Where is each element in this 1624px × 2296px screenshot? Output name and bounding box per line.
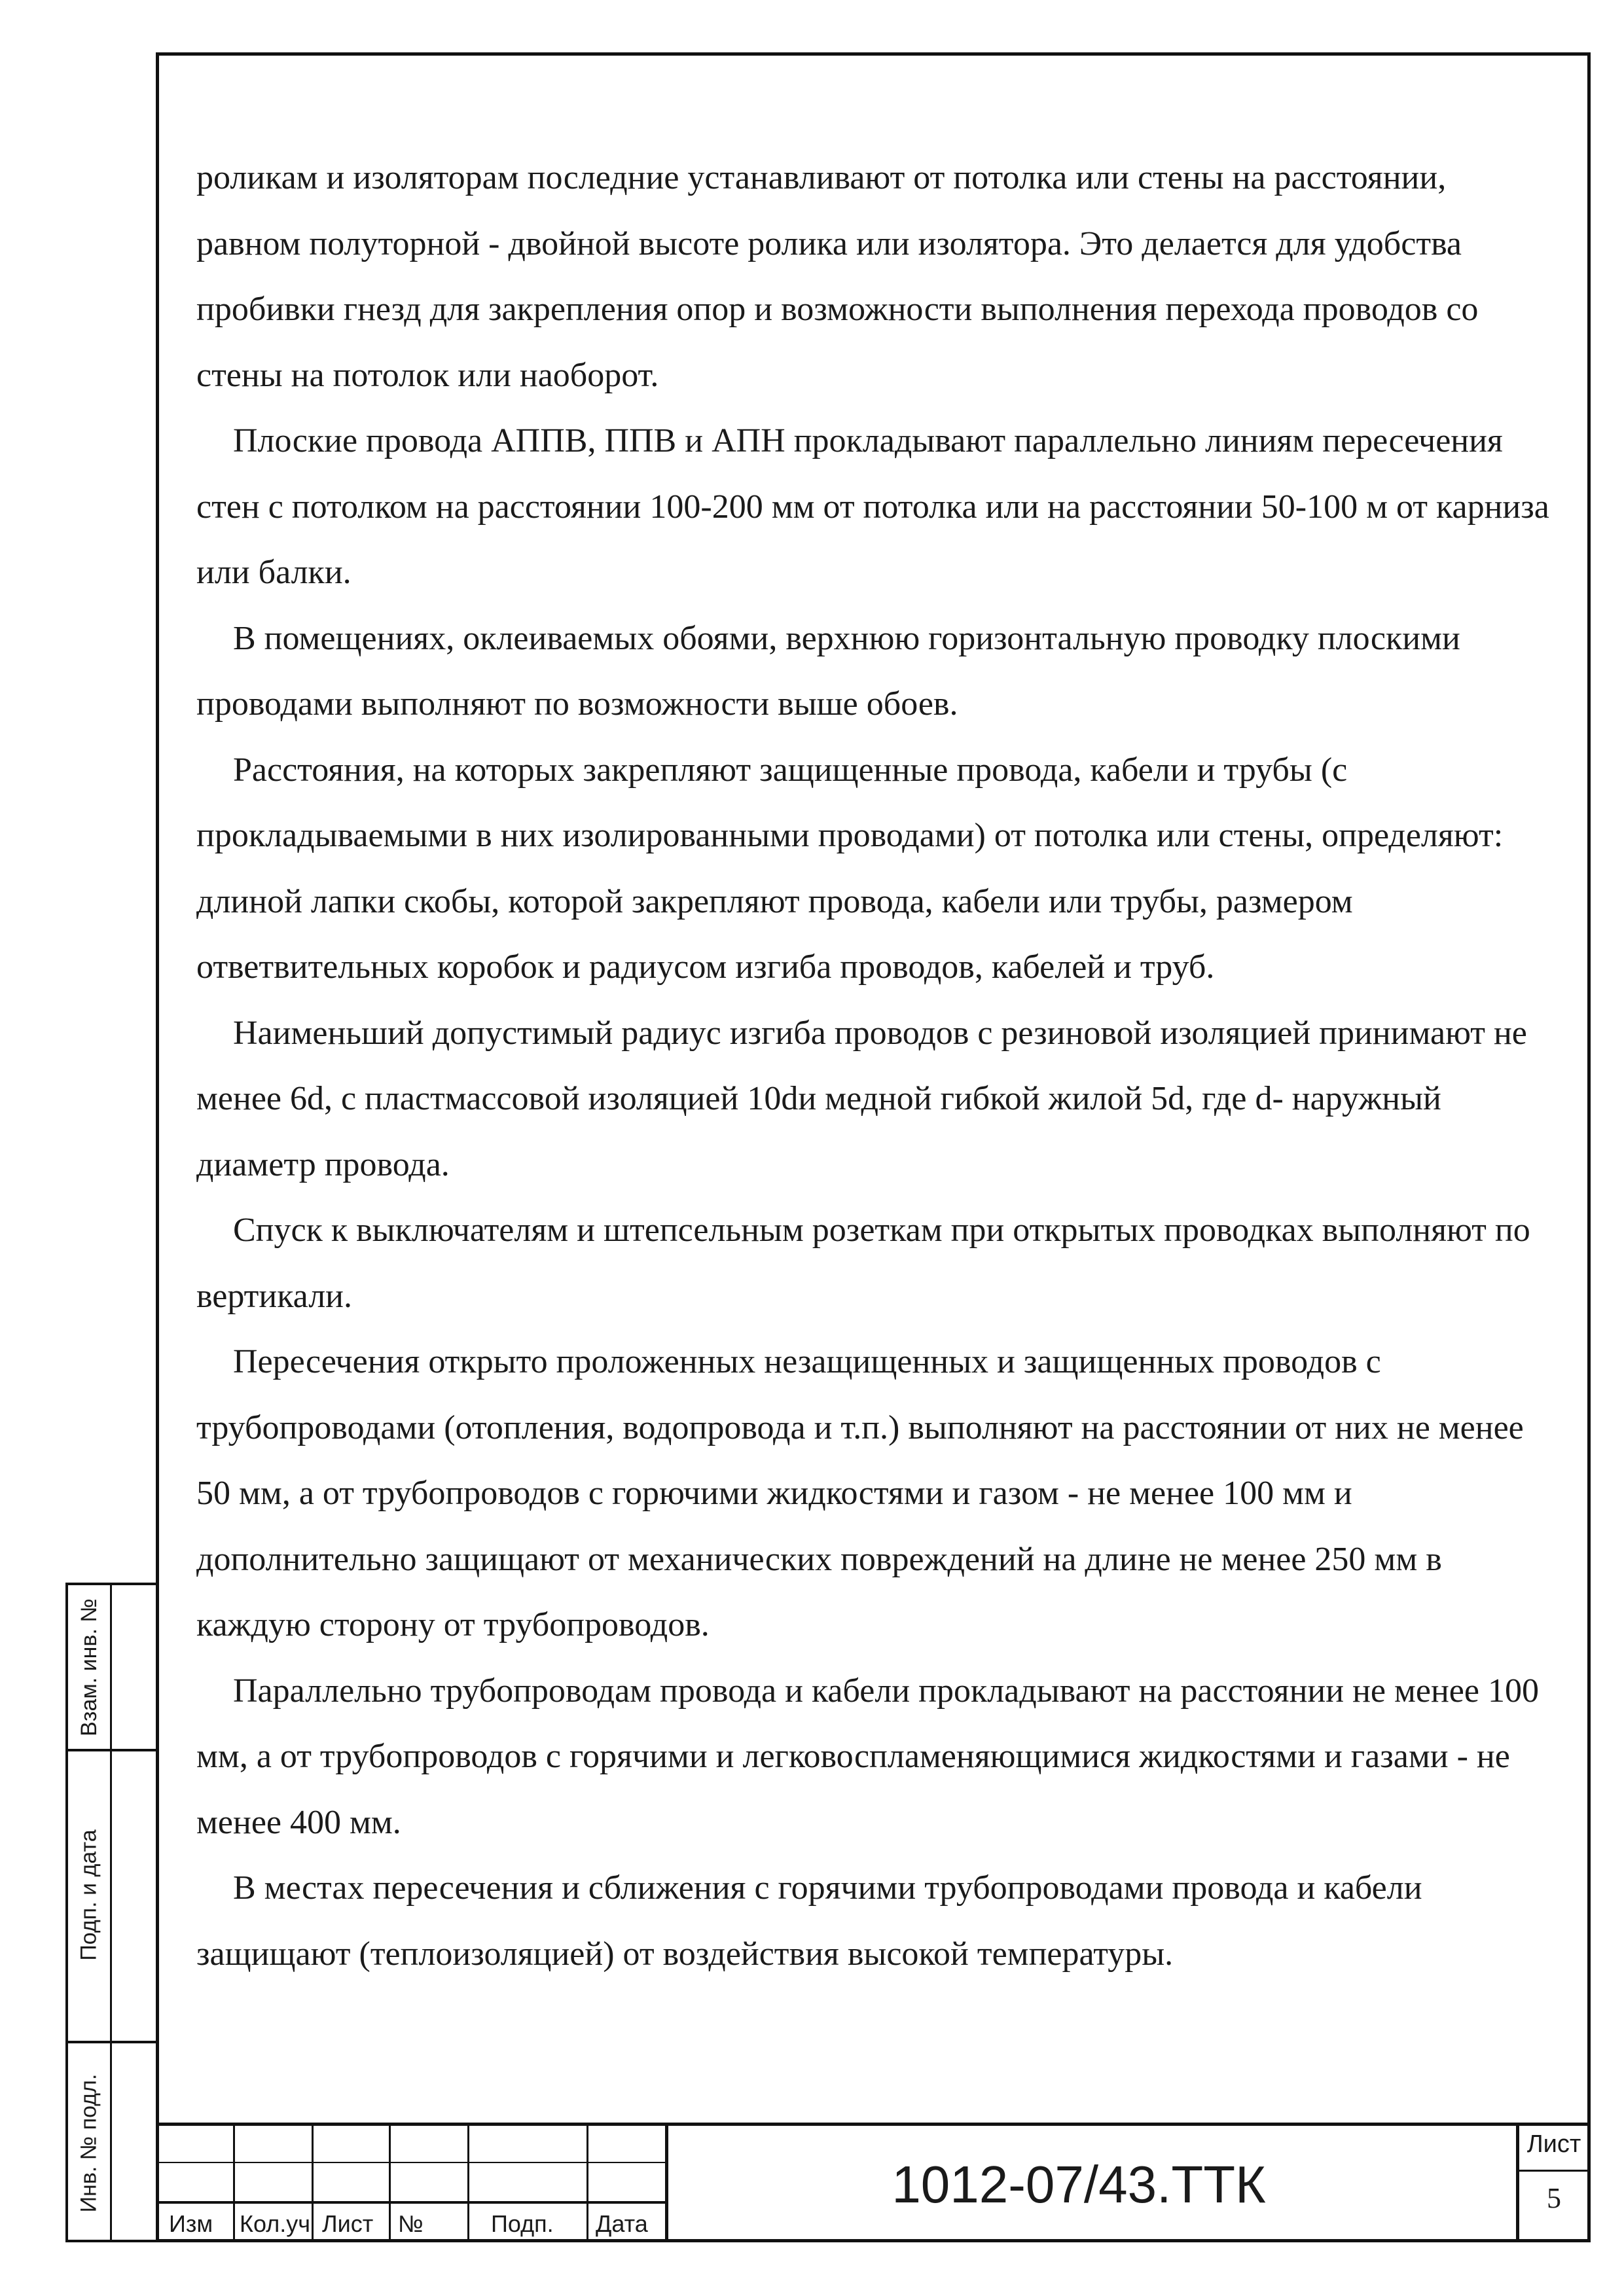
original-inv-label: Инв. № подл. bbox=[76, 2073, 101, 2212]
paragraph: Спуск к выключателям и штепсельным розеткам при открытых проводках выполняют по вертикали. bbox=[196, 1211, 1530, 1315]
signature-date-label: Подп. и дата bbox=[76, 1829, 101, 1961]
paragraph: В местах пересечения и сближения с горячими трубопроводами провода и кабели защищают (теплоизоляцией) от воздействия высокой температуры. bbox=[196, 1869, 1422, 1973]
col-doc-no-label: № bbox=[398, 2210, 424, 2237]
col-signature-label: Подп. bbox=[491, 2210, 554, 2237]
sheet-number: 5 bbox=[1547, 2182, 1561, 2214]
paragraph: Наименьший допустимый радиус изгиба проводов с резиновой изоляцией принимают не менее 6d, с пластмассовой изоляцией 10dи медной гибкой жилой 5d, где d- наружный диаметр провода. bbox=[196, 1014, 1527, 1183]
paragraph: Плоские провода АППВ, ППВ и АПН прокладывают параллельно линиям пересечения стен с потолком на расстоянии 100-200 мм от потолка или на расстоянии 50-100 м от карниза или балки. bbox=[196, 422, 1549, 591]
col-change-label: Изм bbox=[169, 2210, 213, 2237]
paragraph: В помещениях, оклеиваемых обоями, верхнюю горизонтальную проводку плоскими проводами выполняют по возможности выше обоев. bbox=[196, 619, 1460, 723]
paragraph: Параллельно трубопроводам провода и кабели прокладывают на расстоянии не менее 100 мм, а от трубопроводов с горячими и легковоспламеняющимися жидкостями и газами - не менее 400 мм. bbox=[196, 1672, 1539, 1841]
title-block bbox=[156, 2123, 1591, 2242]
sheet-label: Лист bbox=[1526, 2130, 1581, 2158]
replacement-inv-label: Взам. инв. № bbox=[76, 1598, 101, 1736]
col-count-label: Кол.уч bbox=[240, 2210, 310, 2237]
paragraph: Пересечения открыто проложенных незащищенных и защищенных проводов с трубопроводами (отопления, водопровода и т.п.) выполняют на расстоянии от них не менее 50 мм, а от трубопроводов с горючими жидкостями и газом - не менее 100 мм и дополнительно защищают от механических повреждений на длине не менее 250 мм в каждую сторону от трубопроводов. bbox=[196, 1343, 1524, 1643]
document-body bbox=[196, 145, 1558, 1987]
col-date-label: Дата bbox=[596, 2210, 648, 2237]
document-number: 1012-07/43.ТТК bbox=[892, 2155, 1266, 2214]
col-sheet-label: Лист bbox=[322, 2210, 374, 2237]
paragraph: роликам и изоляторам последние устанавливают от потолка или стены на расстоянии, равном полуторной - двойной высоте ролика или изолятора. Это делается для удобства пробивки гнезд для закрепления опор и возможности выполнения перехода проводов со стены на потолок или наоборот. bbox=[196, 159, 1479, 394]
paragraph: Расстояния, на которых закрепляют защищенные провода, кабели и трубы (с прокладываемыми в них изолированными проводами) от потолка или стены, определяют: длиной лапки скобы, которой закрепляют провода, кабели или трубы, размером ответвительных коробок и радиусом изгиба проводов, кабелей и труб. bbox=[196, 751, 1504, 986]
side-stamp bbox=[65, 1583, 156, 2242]
side-stamp-divider bbox=[110, 1585, 112, 2240]
